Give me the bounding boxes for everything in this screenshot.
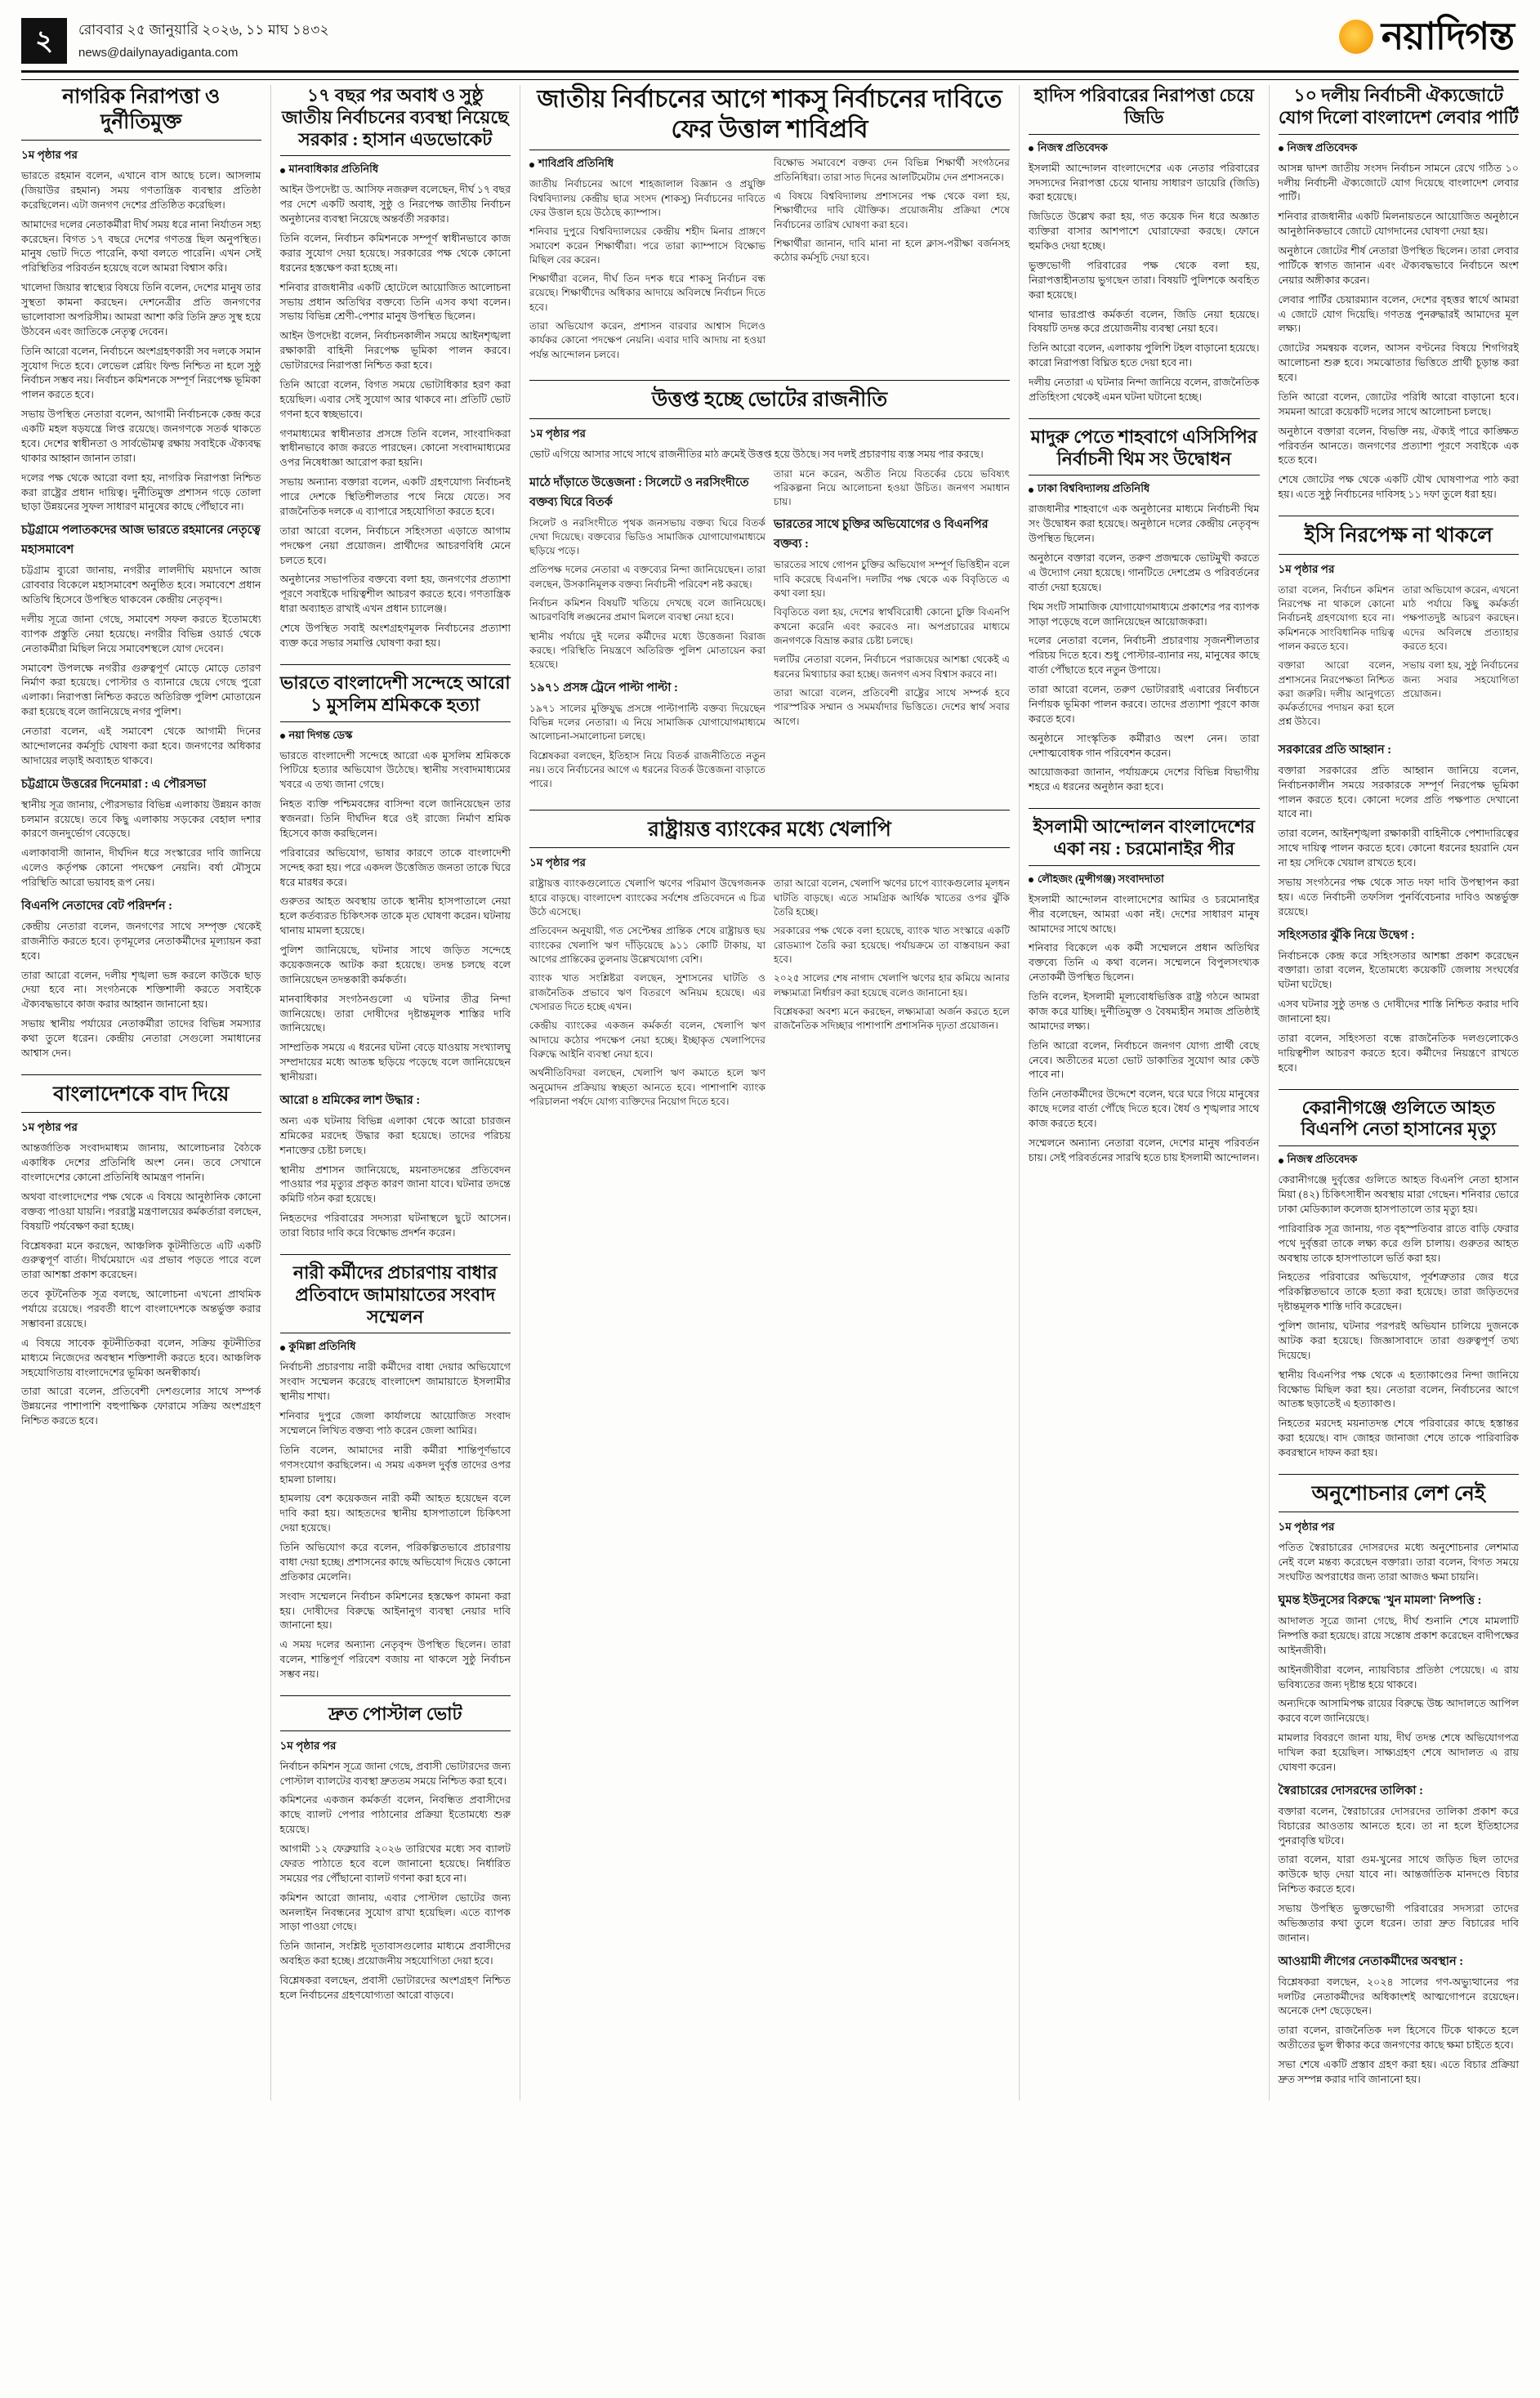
bullet-icon	[1029, 877, 1033, 882]
byline	[1029, 872, 1260, 889]
paragraph: সভায় উপস্থিত নেতারা বলেন, আগামী নির্বাচনকে কেন্দ্র করে একটি মহল ষড়যন্ত্রে লিপ্ত রয়েছে। জনগণকে সতর্ক থাকতে হবে। দেশের স্বাধীনতা ও সার্বভৌমত্ব রক্ষায় সবাইকে ঐক্যবদ্ধ থাকার আহ্বান জানান তারা।	[21, 409, 261, 464]
bullet-icon	[1029, 488, 1033, 493]
paragraph: তারা অভিযোগ করেন, প্রশাসন বারবার আশ্বাস দিলেও কার্যকর কোনো পদক্ষেপ নেয়নি। এবার দাবি আদায় না হওয়া পর্যন্ত আন্দোলন চলবে।	[529, 320, 766, 360]
paragraph: তারা বলেন, নির্বাচন কমিশন নিরপেক্ষ না থাকলে কোনো নির্বাচনই গ্রহণযোগ্য হবে না। কমিশনকে সাংবিধানিক দায়িত্ব পালন করতে হবে।	[1278, 583, 1395, 652]
byline	[1029, 481, 1260, 498]
paragraph: নির্বাচন কমিশন সূত্রে জানা গেছে, প্রবাসী ভোটারদের জন্য পোস্টাল ব্যালটের ব্যবস্থা দ্রুততম সময়ে নিশ্চিত করা হবে।	[279, 1760, 511, 1787]
sun-icon	[1337, 18, 1375, 56]
paragraph: তিনি বলেন, আমাদের নারী কর্মীরা শান্তিপূর্ণভাবে গণসংযোগ করছিলেন। এ সময় একদল দুর্বৃত্ত তাদের ওপর হামলা চালায়।	[279, 1444, 511, 1485]
paragraph: কমিশনের একজন কর্মকর্তা বলেন, নিবন্ধিত প্রবাসীদের কাছে ব্যালট পেপার পাঠানোর প্রক্রিয়া ইতোমধ্যে শুরু হয়েছে।	[279, 1794, 511, 1836]
paragraph: শিক্ষার্থীরা বলেন, দীর্ঘ তিন দশক ধরে শাকসু নির্বাচন বন্ধ রয়েছে। শিক্ষার্থীদের অধিকার আদায়ে অবিলম্বে নির্বাচন দিতে হবে।	[529, 273, 766, 313]
paragraph: হামলায় বেশ কয়েকজন নারী কর্মী আহত হয়েছেন বলে দাবি করা হয়। আহতদের স্থানীয় হাসপাতালে চিকিৎসা দেয়া হয়েছে।	[279, 1493, 511, 1534]
divider	[1279, 1089, 1520, 1090]
brand-logo	[1337, 18, 1519, 56]
article-shaksu-nirbachon	[529, 85, 1010, 367]
divider	[1279, 1474, 1520, 1475]
jump-line: ১ম পৃষ্ঠার পর	[1278, 1521, 1335, 1534]
headline: ভারতে বাংলাদেশী সন্দেহে আরো ১ মুসলিম শ্রমিককে হত্যা	[280, 672, 511, 722]
paragraph: গুরুতর আহত অবস্থায় তাকে স্থানীয় হাসপাতালে নেয়া হলে কর্তব্যরত চিকিৎসক তাকে মৃত ঘোষণা করেন। ঘটনায় থানায় মামলা হয়েছে।	[279, 895, 511, 937]
paragraph: নিহতের পরিবারের অভিযোগ, পূর্বশত্রুতার জের ধরে পরিকল্পিতভাবে তাকে হত্যা করা হয়েছে। তারা জড়িতদের দৃষ্টান্তমূলক শাস্তি দাবি করেছেন।	[1278, 1271, 1519, 1313]
paragraph: বক্তারা আরো বলেন, প্রশাসনের নিরপেক্ষতা নিশ্চিত করা জরুরি। দলীয় আনুগত্যে কর্মকর্তাদের পদায়ন করা হলে প্রশ্ন উঠবে।	[1278, 659, 1395, 728]
paragraph: তিনি আরো বলেন, এলাকায় পুলিশি টহল বাড়ানো হয়েছে। কারো নিরাপত্তা বিঘ্নিত হতে দেয়া হবে না।	[1029, 342, 1260, 369]
paragraph: তিনি অভিযোগ করে বলেন, পরিকল্পিতভাবে প্রচারণায় বাধা দেয়া হচ্ছে। প্রশাসনের কাছে অভিযোগ দিয়েও কোনো প্রতিকার মেলেনি।	[279, 1542, 511, 1583]
subcolumn-right	[774, 467, 1010, 797]
paragraph: কেন্দ্রীয় নেতারা বলেন, জনগণের সাথে সম্পৃক্ত থেকেই রাজনীতি করতে হবে। তৃণমূলের নেতাকর্মীদের মূল্যায়ন করা হবে।	[21, 920, 261, 962]
paragraph: শেষে উপস্থিত সবাই অংশগ্রহণমূলক নির্বাচনের প্রত্যাশা ব্যক্ত করে সভার সমাপ্তি ঘোষণা করা হয়।	[279, 623, 511, 649]
byline-text: নয়া দিগন্ত ডেস্ক	[288, 728, 353, 741]
paragraph: তারা বলেন, সহিংসতা বন্ধে রাজনৈতিক দলগুলোকেও দায়িত্বশীল আচরণ করতে হবে। কর্মীদের নিয়ন্ত্রণে রাখতে হবে।	[1278, 1032, 1519, 1074]
paragraph: তিনি বলেন, ইসলামী মূল্যবোধভিত্তিক রাষ্ট্র গঠনে আমরা কাজ করে যাচ্ছি। দুর্নীতিমুক্ত ও বৈষম্যহীন সমাজ প্রতিষ্ঠাই আমাদের লক্ষ্য।	[1029, 991, 1260, 1032]
paragraph: শিক্ষার্থীরা জানান, দাবি মানা না হলে ক্লাস-পরীক্ষা বর্জনসহ কঠোর কর্মসূচি দেয়া হবে।	[774, 237, 1010, 264]
paragraph: তবে কূটনৈতিক সূত্র বলছে, আলোচনা এখনো প্রাথমিক পর্যায়ে রয়েছে। পরবর্তী ধাপে বাংলাদেশকে অন্তর্ভুক্ত করার সম্ভাবনা রয়েছে।	[21, 1288, 261, 1329]
subhead: ১৯৭১ প্রসঙ্গ ট্রেনে পাল্টা পাল্টা :	[529, 681, 678, 694]
byline	[280, 162, 511, 179]
paragraph: বিশ্লেষকরা বলছেন, ইতিহাস নিয়ে বিতর্ক রাজনীতিতে নতুন নয়। তবে নির্বাচনের আগে এ ধরনের বিতর্ক উত্তেজনা বাড়াতে পারে।	[529, 749, 766, 790]
paragraph: আইন উপদেষ্টা বলেন, নির্বাচনকালীন সময়ে আইনশৃঙ্খলা রক্ষাকারী বাহিনী নিরপেক্ষ ভূমিকা পালন করবে। ভোটারদের নিরাপত্তা নিশ্চিত করা হবে।	[279, 330, 511, 372]
paragraph: কেন্দ্রীয় ব্যাংকের একজন কর্মকর্তা বলেন, খেলাপি ঋণ আদায়ে কঠোর পদক্ষেপ নেয়া হচ্ছে। ইচ্ছাকৃত খেলাপিদের বিরুদ্ধে আইনি ব্যবস্থা নেয়া হবে।	[529, 1020, 766, 1060]
divider	[280, 664, 511, 665]
publication-date: রোববার ২৫ জানুয়ারি ২০২৬, ১১ মাঘ ১৪৩২	[78, 22, 329, 38]
subhead: বিএনপি নেতাদের বেট পরিদর্শন :	[21, 899, 172, 913]
columns-grid	[21, 79, 1519, 2101]
paragraph: তারা আরো বলেন, খেলাপি ঋণের চাপে ব্যাংকগুলোর মূলধন ঘাটতি বাড়ছে। এতে সামগ্রিক আর্থিক খাতের ওপর ঝুঁকি তৈরি হচ্ছে।	[774, 877, 1010, 918]
paragraph: দলটির নেতারা বলেন, নির্বাচনে পরাজয়ের আশঙ্কা থেকেই এ ধরনের মিথ্যাচার করা হচ্ছে। জনগণ এসব বিশ্বাস করবে না।	[774, 654, 1010, 680]
paragraph: তিনি বলেন, নির্বাচন কমিশনকে সম্পূর্ণ স্বাধীনভাবে কাজ করার সুযোগ দেয়া হয়েছে। সরকারের পক্ষ থেকে কোনো ধরনের হস্তক্ষেপ করা হচ্ছে না।	[279, 233, 511, 274]
subhead: ভারতের সাথে চুক্তির অভিযোগের ও বিএনপির বক্তব্য :	[774, 518, 989, 551]
paragraph: অথবা বাংলাদেশের পক্ষ থেকে এ বিষয়ে আনুষ্ঠানিক কোনো বক্তব্য পাওয়া যায়নি। পররাষ্ট্র মন্ত্রণালয়ের কর্মকর্তারা বলছেন, বিষয়টি পর্যবেক্ষণ করা হচ্ছে।	[21, 1190, 261, 1232]
article-nari-kormi-procharona	[280, 1262, 511, 1682]
paragraph: বক্তারা সরকারের প্রতি আহ্বান জানিয়ে বলেন, নির্বাচনকালীন সময়ে সরকারকে সম্পূর্ণ নিরপেক্ষ ভূমিকা পালন করতে হবে। কোনো দলের প্রতি পক্ষপাত দেখানো যাবে না।	[1278, 764, 1519, 820]
bullet-icon	[280, 734, 285, 739]
page-number: ২	[21, 18, 67, 64]
subcolumn-left	[529, 467, 766, 797]
headline: নারী কর্মীদের প্রচারণায় বাধার প্রতিবাদে জামায়াতের সংবাদ সম্মেলন	[280, 1262, 511, 1333]
paragraph: তারা মনে করেন, অতীত নিয়ে বিতর্কের চেয়ে ভবিষ্যৎ পরিকল্পনা নিয়ে আলোচনা হওয়া উচিত। জনগণ সমাধান চায়।	[774, 467, 1010, 508]
paragraph: রাজধানীর শাহবাগে এক অনুষ্ঠানের মাধ্যমে নির্বাচনী থিম সং উদ্বোধন করা হয়েছে। অনুষ্ঠানে দলের কেন্দ্রীয় নেতৃবৃন্দ উপস্থিত ছিলেন।	[1029, 503, 1260, 545]
paragraph: তারা আরো বলেন, প্রতিবেশী দেশগুলোর সাথে সম্পর্ক উন্নয়নের পাশাপাশি বহুপাক্ষিক ফোরামে সক্রিয় অংশগ্রহণ নিশ্চিত করতে হবে।	[21, 1386, 261, 1427]
byline-text: নিজস্ব প্রতিবেদক	[1287, 1153, 1358, 1166]
divider	[529, 380, 1010, 381]
headline: জাতীয় নির্বাচনের আগে শাকসু নির্বাচনের দাবিতে ফের উত্তাল শাবিপ্রবি	[529, 85, 1010, 150]
paragraph: তিনি জানান, সংশ্লিষ্ট দূতাবাসগুলোর মাধ্যমে প্রবাসীদের অবহিত করা হচ্ছে। প্রয়োজনীয় সহযোগিতা দেয়া হবে।	[279, 1940, 511, 1967]
paragraph: এলাকাবাসী জানান, দীর্ঘদিন ধরে সংস্কারের দাবি জানিয়ে এলেও কর্তৃপক্ষ কোনো পদক্ষেপ নেয়নি। বর্ষা মৌসুমে পরিস্থিতি আরো ভয়াবহ রূপ নেয়।	[21, 847, 261, 888]
masthead-info	[78, 18, 1337, 60]
paragraph: চট্টগ্রাম ব্যুরো জানায়, নগরীর লালদীঘি ময়দানে আজ রোববার বিকেলে মহাসমাবেশ অনুষ্ঠিত হবে। সমাবেশে প্রধান অতিথি হিসেবে উপস্থিত থাকবেন কেন্দ্রীয় নেতৃবৃন্দ।	[21, 565, 261, 605]
byline-text: নিজস্ব প্রতিবেদক	[1038, 141, 1108, 154]
paragraph: তিনি নেতাকর্মীদের উদ্দেশে বলেন, ঘরে ঘরে গিয়ে মানুষের কাছে দলের বার্তা পৌঁছে দিতে হবে। ধৈর্য ও শৃঙ্খলার সাথে কাজ করতে হবে।	[1029, 1088, 1260, 1130]
paragraph: সিলেট ও নরসিংদীতে পৃথক জনসভায় বক্তব্য ঘিরে বিতর্ক দেখা দিয়েছে। বক্তব্যের ভিডিও সামাজিক যোগাযোগমাধ্যমে ছড়িয়ে পড়ে।	[529, 516, 766, 557]
byline-text: কুমিল্লা প্রতিনিধি	[288, 1340, 356, 1353]
bullet-icon	[1279, 1159, 1283, 1163]
paragraph: সভায় উপস্থিত ভুক্তভোগী পরিবারের সদস্যরা তাদের অভিজ্ঞতার কথা তুলে ধরেন। তারা দ্রুত বিচারের দাবি জানান।	[1278, 1903, 1519, 1944]
paragraph: এ বিষয়ে বিশ্ববিদ্যালয় প্রশাসনের পক্ষ থেকে বলা হয়, শিক্ষার্থীদের দাবি যৌক্তিক। প্রয়োজনীয় প্রক্রিয়া শেষে নির্বাচনের তারিখ ঘোষণা করা হবে।	[774, 190, 1010, 230]
paragraph: বিশ্লেষকরা বলছেন, ২০২৪ সালের গণ-অভ্যুত্থানের পর দলটির নেতাকর্মীদের অধিকাংশই আত্মগোপনে রয়েছেন। অনেকে দেশ ছেড়েছেন।	[1278, 1976, 1519, 2017]
paragraph: এ বিষয়ে সাবেক কূটনীতিকরা বলেন, সক্রিয় কূটনীতির মাধ্যমে নিজেদের অবস্থান শক্তিশালী করতে হবে। আঞ্চলিক সহযোগিতায় বাংলাদেশের ভূমিকা অনস্বীকার্য।	[21, 1337, 261, 1378]
paragraph: বিশ্লেষকরা বলছেন, প্রবাসী ভোটারদের অংশগ্রহণ নিশ্চিত হলে নির্বাচনের গ্রহণযোগ্যতা আরো বাড়বে।	[279, 1975, 511, 2001]
paragraph: গণমাধ্যমের স্বাধীনতার প্রসঙ্গে তিনি বলেন, সাংবাদিকরা স্বাধীনভাবে কাজ করতে পারছেন। কোনো সংবাদমাধ্যমের ওপর নিষেধাজ্ঞা আরোপ করা হয়নি।	[279, 427, 511, 469]
article-uttopto-hocche-voter-rajniti	[529, 388, 1010, 797]
byline	[1279, 141, 1520, 158]
jump-line: ১ম পৃষ্ঠার পর	[21, 149, 78, 161]
paragraph: প্রতিবেদন অনুযায়ী, গত সেপ্টেম্বর প্রান্তিক শেষে রাষ্ট্রায়ত্ত ছয় ব্যাংকের খেলাপি ঋণ দাঁড়িয়েছে ৯১১ কোটি টাকায়, যা আগের প্রান্তিকের তুলনায় উল্লেখযোগ্য বেশি।	[529, 925, 766, 965]
paragraph: থানার ভারপ্রাপ্ত কর্মকর্তা বলেন, জিডি নেয়া হয়েছে। বিষয়টি তদন্ত করে প্রয়োজনীয় ব্যবস্থা নেয়া হবে।	[1029, 308, 1260, 335]
paragraph: সভায় সংগঠনের পক্ষ থেকে সাত দফা দাবি উপস্থাপন করা হয়। এতে নির্বাচনী তফসিল পুনর্বিবেচনার দাবিও অন্তর্ভুক্ত রয়েছে।	[1278, 876, 1519, 918]
paragraph: ১৯৭১ সালের মুক্তিযুদ্ধ প্রসঙ্গে পাল্টাপাল্টি বক্তব্য দিয়েছেন বিভিন্ন দলের নেতারা। এ নিয়ে সামাজিক যোগাযোগমাধ্যমে আলোচনা-সমালোচনা চলছে।	[529, 702, 766, 743]
jump-line: ১ম পৃষ্ঠার পর	[529, 856, 586, 869]
paragraph: স্থানীয় বিএনপির পক্ষ থেকে এ হত্যাকাণ্ডের নিন্দা জানিয়ে বিক্ষোভ মিছিল করা হয়। নেতারা বলেন, নির্বাচনের আগে আতঙ্ক ছড়াতেই এ হত্যাকাণ্ড।	[1278, 1369, 1519, 1410]
subcolumn-left	[529, 156, 766, 367]
article-17-bochor-por	[280, 85, 511, 651]
paragraph: ভারতে রহমান বলেন, এখানে বাস আছে চলে। আসলাম (জিয়াউর রহমান) সময় গণতান্ত্রিক ব্যবস্থার প্রতিষ্ঠা করেছিলেন। এটা জনগণ দেশের প্রতিষ্ঠিত করেছিল।	[21, 170, 261, 211]
paragraph: ব্যাংক খাত সংশ্লিষ্টরা বলছেন, সুশাসনের ঘাটতি ও রাজনৈতিক প্রভাবে ঋণ বিতরণে অনিয়ম হয়েছে। এর খেসারত দিতে হচ্ছে এখন।	[529, 972, 766, 1012]
subcolumn-right	[774, 156, 1010, 367]
paragraph: পারিবারিক সূত্র জানায়, গত বৃহস্পতিবার রাতে বাড়ি ফেরার পথে দুর্বৃত্তরা তাকে লক্ষ্য করে গুলি চালায়। গুরুতর আহত অবস্থায় তাকে হাসপাতালে ভর্তি করা হয়।	[1278, 1222, 1519, 1264]
two-subcolumns	[529, 467, 1010, 797]
paragraph: এসব ঘটনার সুষ্ঠু তদন্ত ও দোষীদের শাস্তি নিশ্চিত করার দাবি জানানো হয়।	[1278, 998, 1519, 1025]
paragraph: ইসলামী আন্দোলন বাংলাদেশের এক নেতার পরিবারের সদস্যদের নিরাপত্তা চেয়ে থানায় সাধারণ ডায়েরি (জিডি) করা হয়েছে।	[1029, 162, 1260, 203]
paragraph: শনিবার রাজধানীর একটি হোটেলে আয়োজিত আলোচনা সভায় প্রধান অতিথির বক্তব্যে তিনি এসব কথা বলেন। সভায় বিভিন্ন শ্রেণী-পেশার মানুষ উপস্থিত ছিলেন।	[279, 281, 511, 323]
article-keraniganj-bnp-neta	[1279, 1097, 1520, 1461]
paragraph: পুলিশ জানায়, ঘটনার পরপরই অভিযান চালিয়ে দুজনকে আটক করা হয়েছে। জিজ্ঞাসাবাদে তারা গুরুত্বপূর্ণ তথ্য দিয়েছে।	[1278, 1320, 1519, 1361]
paragraph: নেতারা বলেন, এই সমাবেশ থেকে আগামী দিনের আন্দোলনের কর্মসূচি ঘোষণা করা হবে। জনগণের অধিকার আদায়ের লড়াই অব্যাহত থাকবে।	[21, 726, 261, 766]
paragraph: বিশ্লেষকরা মনে করছেন, আঞ্চলিক কূটনীতিতে এটি একটি গুরুত্বপূর্ণ বার্তা। দীর্ঘমেয়াদে এর প্রভাব পড়তে পারে বলে তারা আশঙ্কা প্রকাশ করেছেন।	[21, 1239, 261, 1281]
headline: ইসলামী আন্দোলন বাংলাদেশের একা নয় : চরমোনাইর পীর	[1029, 816, 1260, 866]
subhead: স্বৈরাচারের দোসরদের তালিকা :	[1278, 1784, 1423, 1797]
paragraph: নির্বাচনী প্রচারণায় নারী কর্মীদের বাধা দেয়ার অভিযোগে সংবাদ সম্মেলন করেছে বাংলাদেশ জামায়াতে ইসলামীর স্থানীয় শাখা।	[279, 1361, 511, 1403]
subhead: চট্টগ্রামে পলাতকদের আজ ভারতে রহমানের নেতৃত্বে মহাসমাবেশ	[21, 524, 261, 557]
divider	[280, 1695, 511, 1696]
byline	[1029, 141, 1260, 158]
paragraph: জিডিতে উল্লেখ করা হয়, গত কয়েক দিন ধরে অজ্ঞাত ব্যক্তিরা বাসার আশপাশে ঘোরাফেরা করছে। ফোনে হুমকিও দেয়া হচ্ছে।	[1029, 211, 1260, 252]
subhead: সরকারের প্রতি আহ্বান :	[1278, 743, 1392, 757]
headline: উত্তপ্ত হচ্ছে ভোটের রাজনীতি	[529, 388, 1010, 419]
paragraph: কমিশন আরো জানায়, এবার পোস্টাল ভোটের জন্য অনলাইন নিবন্ধনের সুযোগ রাখা হয়েছিল। এতে ব্যাপক সাড়া পাওয়া গেছে।	[279, 1891, 511, 1933]
article-islami-andolon-eka-noy	[1029, 816, 1260, 1166]
brand-name: নয়াদিগন্ত	[1381, 16, 1514, 57]
subhead: আওয়ামী লীগের নেতাকর্মীদের অবস্থান :	[1278, 1954, 1464, 1968]
paragraph: তারা আরো বলেন, প্রতিবেশী রাষ্ট্রের সাথে সম্পর্ক হবে পারস্পরিক সম্মান ও সমমর্যাদার ভিত্তিতে। দেশের স্বার্থ সবার আগে।	[774, 687, 1010, 727]
paragraph: সরকারের পক্ষ থেকে বলা হয়েছে, ব্যাংক খাত সংস্কারে একটি রোডম্যাপ তৈরি করা হয়েছে। পর্যায়ক্রমে তা বাস্তবায়ন করা হবে।	[774, 925, 1010, 965]
paragraph: প্রতিপক্ষ দলের নেতারা এ বক্তব্যের নিন্দা জানিয়েছেন। তারা বলছেন, উসকানিমূলক বক্তব্য নির্বাচনী পরিবেশ নষ্ট করছে।	[529, 564, 766, 590]
paragraph: সম্মেলনে অন্যান্য নেতারা বলেন, দেশের মানুষ পরিবর্তন চায়। সেই পরিবর্তনের সারথি হতে চায় ইসলামী আন্দোলন।	[1029, 1136, 1260, 1163]
paragraph: সমাবেশ উপলক্ষে নগরীর গুরুত্বপূর্ণ মোড়ে মোড়ে তোরণ নির্মাণ করা হয়েছে। পোস্টার ও ব্যানারে ছেয়ে গেছে পুরো এলাকা। নিরাপত্তা নিশ্চিত করতে অতিরিক্ত পুলিশ মোতায়েন করা হয়েছে বলে জানিয়েছে নগর পুলিশ।	[21, 662, 261, 718]
paragraph: সাম্প্রতিক সময়ে এ ধরনের ঘটনা বেড়ে যাওয়ায় সংখ্যালঘু সম্প্রদায়ের মধ্যে আতঙ্ক ছড়িয়ে পড়েছে বলে জানিয়েছেন স্থানীয়রা।	[279, 1042, 511, 1083]
paragraph: মানবাধিকার সংগঠনগুলো এ ঘটনার তীব্র নিন্দা জানিয়েছে। তারা দোষীদের দৃষ্টান্তমূলক শাস্তির দাবি জানিয়েছে।	[279, 993, 511, 1034]
paragraph: দলীয় নেতারা এ ঘটনার নিন্দা জানিয়ে বলেন, রাজনৈতিক প্রতিহিংসা থেকেই এমন ঘটনা ঘটানো হচ্ছে।	[1029, 377, 1260, 403]
paragraph: তারা বলেন, রাজনৈতিক দল হিসেবে টিকে থাকতে হলে অতীতের ভুল স্বীকার করে জনগণের কাছে ক্ষমা চাইতে হবে।	[1278, 2025, 1519, 2052]
article-ec-niropekkho	[1279, 524, 1520, 1076]
byline	[529, 156, 766, 173]
byline	[1279, 1152, 1520, 1169]
paragraph: ভুক্তভোগী পরিবারের পক্ষ থেকে বলা হয়, নিরাপত্তাহীনতায় ভুগছেন তারা। বিষয়টি পুলিশকে অবহিত করা হয়েছে।	[1029, 259, 1260, 301]
column-3-4	[520, 85, 1020, 2101]
paragraph: দলীয় সূত্রে জানা গেছে, সমাবেশ সফল করতে ইতোমধ্যে ব্যাপক প্রস্তুতি নেয়া হয়েছে। নগরীর বিভিন্ন ওয়ার্ড থেকে নেতাকর্মীরা মিছিল নিয়ে সমাবেশস্থলে যোগ দেবেন।	[21, 613, 261, 654]
paragraph: দলের নেতারা বলেন, নির্বাচনী প্রচারণায় সৃজনশীলতার পরিচয় দিতে হবে। শুধু পোস্টার-ব্যানার নয়, মানুষের কাছে বার্তা পৌঁছাতে হবে নতুন উপায়ে।	[1029, 635, 1260, 677]
subhead: ঘুমন্ত ইউনুসের বিরুদ্ধে 'খুন মামলা' নিষ্পত্তি :	[1278, 1594, 1482, 1608]
subhead: মাঠে দাঁড়াতে উত্তেজনা : সিলেটে ও নরসিংদীতে বক্তব্য ঘিরে বিতর্ক	[529, 476, 749, 509]
paragraph: আদালত সূত্রে জানা গেছে, দীর্ঘ শুনানি শেষে মামলাটি নিষ্পত্তি করা হয়েছে। রায়ে সন্তোষ প্রকাশ করেছেন বাদীপক্ষের আইনজীবী।	[1278, 1615, 1519, 1656]
subcolumn-left	[1279, 583, 1395, 735]
article-onushochonar-lesh-nei	[1279, 1482, 1520, 2088]
paragraph: অনুষ্ঠানের সভাপতির বক্তব্যে বলা হয়, জনগণের প্রত্যাশা পূরণে সবাইকে দায়িত্বশীল আচরণ করতে হবে। গণতান্ত্রিক ধারা অব্যাহত রাখাই এখন প্রধান চ্যালেঞ্জ।	[279, 574, 511, 615]
paragraph: জোটের সমন্বয়ক বলেন, আসন বণ্টনের বিষয়ে শিগগিরই আলোচনা শুরু হবে। সমঝোতার ভিত্তিতে প্রার্থী চূড়ান্ত করা হবে।	[1278, 342, 1519, 384]
paragraph: তিনি আরো বলেন, নির্বাচনে অংশগ্রহণকারী সব দলকে সমান সুযোগ দিতে হবে। লেভেল প্লেয়িং ফিল্ড নিশ্চিত না হলে সুষ্ঠু নির্বাচন সম্ভব নয়। নির্বাচন কমিশনকে সম্পূর্ণ নিরপেক্ষ ভূমিকা পালন করতে হবে।	[21, 345, 261, 401]
paragraph: আন্তর্জাতিক সংবাদমাধ্যম জানায়, আলোচনার বৈঠকে একাধিক দেশের প্রতিনিধি অংশ নেন। তবে সেখানে বাংলাদেশের কোনো প্রতিনিধি আমন্ত্রণ পাননি।	[21, 1142, 261, 1183]
paragraph: ২০২৫ সালের শেষ নাগাদ খেলাপি ঋণের হার কমিয়ে আনার লক্ষ্যমাত্রা নির্ধারণ করা হয়েছে বলেও জানানো হয়।	[774, 972, 1010, 998]
byline-text: মানবাধিকার প্রতিনিধি	[288, 163, 379, 176]
byline	[280, 1339, 511, 1356]
bullet-icon	[1279, 146, 1283, 151]
jump-line: ১ম পৃষ্ঠার পর	[21, 1121, 78, 1134]
paragraph: আয়োজকরা জানান, পর্যায়ক্রমে দেশের বিভিন্ন বিভাগীয় শহরে এ ধরনের অনুষ্ঠান করা হবে।	[1029, 766, 1260, 793]
subcolumn-right	[774, 877, 1010, 1114]
paragraph: তারা অভিযোগ করেন, এখনো মাঠ পর্যায়ে কিছু কর্মকর্তা পক্ষপাতদুষ্ট আচরণ করছেন। এদের অবিলম্বে প্রত্যাহার করতে হবে।	[1402, 583, 1519, 652]
bullet-icon	[280, 1346, 285, 1351]
subhead: আরো ৪ শ্রমিকের লাশ উদ্ধার :	[279, 1093, 421, 1107]
paragraph: কেরানীগঞ্জে দুর্বৃত্তের গুলিতে আহত বিএনপি নেতা হাসান মিয়া (৪২) চিকিৎসাধীন অবস্থায় মারা গেছেন। শনিবার ভোরে ঢাকা মেডিক্যাল কলেজ হাসপাতালে তার মৃত্যু হয়।	[1278, 1174, 1519, 1215]
paragraph: তিনি আরো বলেন, নির্বাচনে জনগণ যোগ্য প্রার্থী বেছে নেবে। অতীতের মতো ভোট ডাকাতির সুযোগ আর কেউ পাবে না।	[1029, 1039, 1260, 1081]
article-labour-party-joining	[1279, 85, 1520, 502]
paragraph: শনিবার দুপুরে জেলা কার্যালয়ে আয়োজিত সংবাদ সম্মেলনে লিখিত বক্তব্য পাঠ করেন জেলা আমির।	[279, 1410, 511, 1436]
jump-line: ১ম পৃষ্ঠার পর	[279, 1739, 337, 1752]
paragraph: স্থানীয় সূত্র জানায়, পৌরসভার বিভিন্ন এলাকায় উন্নয়ন কাজ চলমান রয়েছে। তবে কিছু এলাকায় সড়কের বেহাল দশার কারণে জনদুর্ভোগ বেড়েছে।	[21, 798, 261, 840]
paragraph: আগামী ১২ ফেব্রুয়ারি ২০২৬ তারিখের মধ্যে সব ব্যালট ফেরত পাঠাতে হবে বলে জানানো হয়েছে। নির্ধারিত সময়ের পর পৌঁছানো ব্যালট গণনা করা হবে না।	[279, 1843, 511, 1884]
headline: দ্রুত পোস্টাল ভোট	[280, 1704, 511, 1731]
subhead: সহিংসতার ঝুঁকি নিয়ে উদ্বেগ :	[1278, 928, 1415, 942]
paragraph: অন্যদিকে আসামিপক্ষ রায়ের বিরুদ্ধে উচ্চ আদালতে আপিল করবে বলে জানিয়েছে।	[1278, 1698, 1519, 1725]
paragraph: লেবার পার্টির চেয়ারম্যান বলেন, দেশের বৃহত্তর স্বার্থে আমরা এ জোটে যোগ দিয়েছি। গণতন্ত্র পুনরুদ্ধারই আমাদের মূল লক্ষ্য।	[1278, 293, 1519, 335]
subhead: চট্টগ্রামে উত্তরের দিনেমারা : এ পৌরসভা	[21, 777, 207, 791]
headline: রাষ্ট্রায়ত্ত ব্যাংকের মধ্যে খেলাপি	[529, 818, 1010, 849]
paragraph: থিম সংটি সামাজিক যোগাযোগমাধ্যমে প্রকাশের পর ব্যাপক সাড়া পড়েছে বলে জানিয়েছেন আয়োজকরা।	[1029, 601, 1260, 627]
paragraph: মামলার বিবরণে জানা যায়, দীর্ঘ তদন্ত শেষে অভিযোগপত্র দাখিল করা হয়েছিল। সাক্ষ্যগ্রহণ শেষে আদালত এ রায় ঘোষণা করেন।	[1278, 1732, 1519, 1773]
paragraph: অনুষ্ঠানে বক্তারা বলেন, বিভক্তি নয়, ঐক্যই পারে কাঙ্ক্ষিত পরিবর্তন আনতে। জনগণের প্রত্যাশা পূরণে সবাইকে এক হতে হবে।	[1278, 425, 1519, 467]
byline	[280, 728, 511, 745]
paragraph: অনুষ্ঠানে সাংস্কৃতিক কর্মীরাও অংশ নেন। তারা দেশাত্মবোধক গান পরিবেশন করেন।	[1029, 732, 1260, 759]
divider	[1029, 808, 1260, 809]
paragraph: আইনজীবীরা বলেন, ন্যায়বিচার প্রতিষ্ঠা পেয়েছে। এ রায় ভবিষ্যতের জন্য দৃষ্টান্ত হয়ে থাকবে।	[1278, 1663, 1519, 1690]
paragraph: আমাদের দলের নেতাকর্মীরা দীর্ঘ সময় ধরে নানা নির্যাতন সহ্য করেছেন। বিগত ১৭ বছরে দেশের গণতন্ত্র ছিল অনুপস্থিত। মানুষ ভোট দিতে পারেনি, কথা বলতে পারেনি। এখন সেই পরিস্থিতির পরিবর্তন হয়েছে বলে আমরা বিশ্বাস করি।	[21, 218, 261, 275]
jump-line: ১ম পৃষ্ঠার পর	[529, 426, 586, 440]
paragraph: বিশ্লেষকরা অবশ্য মনে করছেন, লক্ষ্যমাত্রা অর্জন করতে হলে রাজনৈতিক সদিচ্ছার পাশাপাশি প্রশাসনিক দৃঢ়তা প্রয়োজন।	[774, 1005, 1010, 1032]
paragraph: স্থানীয় পর্যায়ে দুই দলের কর্মীদের মধ্যে উত্তেজনা বিরাজ করছে। পরিস্থিতি নিয়ন্ত্রণে অতিরিক্ত পুলিশ মোতায়েন করা হয়েছে।	[529, 630, 766, 671]
column-6	[1270, 85, 1520, 2101]
article-druto-postal-vote	[280, 1704, 511, 2003]
article-hadis-poribar-gd	[1029, 85, 1260, 405]
headline: নাগরিক নিরাপত্তা ও দুর্নীতিমুক্ত	[21, 85, 261, 141]
paragraph: সভা শেষে একটি প্রস্তাব গ্রহণ করা হয়। এতে বিচার প্রক্রিয়া দ্রুত সম্পন্ন করার দাবি জানানো হয়।	[1278, 2059, 1519, 2085]
paragraph: ভারতের সাথে গোপন চুক্তির অভিযোগ সম্পূর্ণ ভিত্তিহীন বলে দাবি করেছে বিএনপি। দলটির পক্ষ থেকে এক বিবৃতিতে এ কথা বলা হয়।	[774, 559, 1010, 600]
paragraph: সভায় বলা হয়, সুষ্ঠু নির্বাচনের জন্য সবার সহযোগিতা প্রয়োজন।	[1402, 659, 1519, 699]
headline: ১০ দলীয় নির্বাচনী ঐক্যজোটে যোগ দিলো বাংলাদেশ লেবার পার্টি	[1279, 85, 1520, 135]
paragraph: দলের পক্ষ থেকে আরো বলা হয়, নাগরিক নিরাপত্তা নিশ্চিত করা রাষ্ট্রের প্রধান দায়িত্ব। দুর্নীতিমুক্ত প্রশাসন গড়ে তোলা ছাড়া উন্নয়নের সুফল সাধারণ মানুষের কাছে পৌঁছাবে না।	[21, 471, 261, 513]
paragraph: খালেদা জিয়ার স্বাস্থ্যের বিষয়ে তিনি বলেন, দেশের মানুষ তার সুস্থতা কামনা করছেন। দেশনেত্রীর প্রতি জনগণের ভালোবাসা অপরিসীম। আমরা আশা করি তিনি দ্রুত সুস্থ হয়ে উঠবেন এবং জাতিকে নেতৃত্ব দেবেন।	[21, 282, 261, 337]
article-rashtrayatta-bank-khelapi	[529, 818, 1010, 1114]
paragraph: অর্থনীতিবিদরা বলছেন, খেলাপি ঋণ কমাতে হলে ঋণ অনুমোদন প্রক্রিয়ায় স্বচ্ছতা আনতে হবে। পাশাপাশি ব্যাংক পরিচালনা পর্ষদে যোগ্য ব্যক্তিদের নিয়োগ দিতে হবে।	[529, 1067, 766, 1107]
headline: মাদুরু পেতে শাহবাগে এসিসিপির নির্বাচনী থিম সং উদ্বোধন	[1029, 426, 1260, 476]
paragraph: তারা বলেন, আইনশৃঙ্খলা রক্ষাকারী বাহিনীকে পেশাদারিত্বের সাথে দায়িত্ব পালন করতে হবে। কোনো ধরনের হয়রানি যেন না হয় সেদিকে খেয়াল রাখতে হবে।	[1278, 828, 1519, 869]
paragraph: সভায় অন্যান্য বক্তারা বলেন, একটি গ্রহণযোগ্য নির্বাচনই পারে দেশকে স্থিতিশীলতার পথে নিয়ে যেতে। সব রাজনৈতিক দলকে এ ব্যাপারে সহযোগিতা করতে হবে।	[279, 476, 511, 517]
column-5	[1020, 85, 1270, 2101]
column-1	[21, 85, 271, 2101]
paragraph: ভোট এগিয়ে আসার সাথে সাথে রাজনীতির মাঠ ক্রমেই উত্তপ্ত হয়ে উঠছে। সব দলই প্রচারণায় ব্যস্ত সময় পার করছে।	[529, 448, 984, 460]
paragraph: নিহতদের পরিবারের সদস্যরা ঘটনাস্থলে ছুটে আসেন। তারা বিচার দাবি করে বিক্ষোভ প্রদর্শন করেন।	[279, 1212, 511, 1239]
paragraph: সভায় স্থানীয় পর্যায়ের নেতাকর্মীরা তাদের বিভিন্ন সমস্যার কথা তুলে ধরেন। কেন্দ্রীয় নেতারা সেগুলো সমাধানের আশ্বাস দেন।	[21, 1018, 261, 1059]
two-subcolumns	[1279, 583, 1520, 735]
column-2	[271, 85, 521, 2101]
paragraph: পুলিশ জানিয়েছে, ঘটনার সাথে জড়িত সন্দেহে কয়েকজনকে আটক করা হয়েছে। তদন্ত চলছে বলে জানিয়েছেন তদন্তকারী কর্মকর্তা।	[279, 944, 511, 985]
jump-line: ১ম পৃষ্ঠার পর	[1278, 562, 1335, 575]
bullet-icon	[529, 163, 534, 167]
paragraph: নিহত ব্যক্তি পশ্চিমবঙ্গের বাসিন্দা বলে জানিয়েছেন তার স্বজনরা। তিনি দীর্ঘদিন ধরে ওই রাজ্যে নির্মাণ শ্রমিক হিসেবে কাজ করছিলেন।	[279, 798, 511, 839]
article-bangladeshke-bad-diye	[21, 1083, 261, 1429]
divider	[1029, 418, 1260, 419]
contact-email: news@dailynayadiganta.com	[78, 46, 239, 60]
paragraph: পরিবারের অভিযোগ, ভাষার কারণে তাকে বাংলাদেশী সন্দেহ করা হয়। পরে একদল উত্তেজিত জনতা তাকে ঘিরে ধরে মারধর করে।	[279, 846, 511, 888]
byline-text: লৌহজং (মুন্সীগঞ্জ) সংবাদদাতা	[1038, 872, 1164, 885]
paragraph: ভারতে বাংলাদেশী সন্দেহে আরো এক মুসলিম শ্রমিককে পিটিয়ে হত্যার অভিযোগ উঠেছে। স্থানীয় সংবাদমাধ্যমের খবরে এ তথ্য জানা গেছে।	[279, 749, 511, 791]
paragraph: আসন্ন দ্বাদশ জাতীয় সংসদ নির্বাচন সামনে রেখে গঠিত ১০ দলীয় নির্বাচনী ঐক্যজোটে যোগ দিয়েছে বাংলাদেশ লেবার পার্টি।	[1278, 162, 1519, 203]
headline: বাংলাদেশকে বাদ দিয়ে	[21, 1083, 261, 1114]
paragraph: বক্তারা বলেন, স্বৈরাচারের দোসরদের তালিকা প্রকাশ করে বিচারের আওতায় আনতে হবে। তা না হলে ইতিহাসের পুনরাবৃত্তি ঘটবে।	[1278, 1805, 1519, 1847]
paragraph: তারা বলেন, যারা গুম-খুনের সাথে জড়িত ছিল তাদের কাউকে ছাড় দেয়া যাবে না। আন্তর্জাতিক মানদণ্ডে বিচার নিশ্চিত করতে হবে।	[1278, 1854, 1519, 1896]
paragraph: জাতীয় নির্বাচনের আগে শাহজালাল বিজ্ঞান ও প্রযুক্তি বিশ্ববিদ্যালয় কেন্দ্রীয় ছাত্র সংসদ (শাকসু) নির্বাচনের দাবিতে ফের উত্তাল হয়ে উঠেছে ক্যাম্পাস।	[529, 178, 766, 218]
divider	[280, 1254, 511, 1255]
headline: ইসি নিরপেক্ষ না থাকলে	[1279, 524, 1520, 555]
paragraph: পতিত স্বৈরাচারের দোসরদের মধ্যে অনুশোচনার লেশমাত্র নেই বলে মন্তব্য করেছেন বক্তারা। তারা বলেন, বিগত সময়ে সংঘটিত অপরাধের জন্য তারা আজও ক্ষমা চায়নি।	[1278, 1542, 1519, 1583]
paragraph: শনিবার দুপুরে বিশ্ববিদ্যালয়ের কেন্দ্রীয় শহীদ মিনার প্রাঙ্গণে সমাবেশ করেন শিক্ষার্থীরা। পরে তারা ক্যাম্পাসে বিক্ষোভ মিছিল বের করেন।	[529, 226, 766, 266]
paragraph: এ সময় দলের অন্যান্য নেতৃবৃন্দ উপস্থিত ছিলেন। তারা বলেন, শান্তিপূর্ণ পরিবেশ বজায় না থাকলে সুষ্ঠু নির্বাচন সম্ভব নয়।	[279, 1639, 511, 1680]
byline-text: ঢাকা বিশ্ববিদ্যালয় প্রতিনিধি	[1038, 482, 1150, 495]
article-bharote-bangladeshi	[280, 672, 511, 1241]
article-theme-song-udbodhon	[1029, 426, 1260, 795]
bullet-icon	[280, 168, 285, 173]
paragraph: স্থানীয় প্রশাসন জানিয়েছে, ময়নাতদন্তের প্রতিবেদন পাওয়ার পর মৃত্যুর প্রকৃত কারণ জানা যাবে। ঘটনার তদন্তে কমিটি গঠন করা হয়েছে।	[279, 1163, 511, 1205]
paragraph: অনুষ্ঠানে বক্তারা বলেন, তরুণ প্রজন্মকে ভোটমুখী করতে এ উদ্যোগ নেয়া হয়েছে। গানটিতে দেশপ্রেম ও পরিবর্তনের বার্তা দেয়া হয়েছে।	[1029, 552, 1260, 593]
paragraph: শনিবার রাজধানীর একটি মিলনায়তনে আয়োজিত অনুষ্ঠানে আনুষ্ঠানিকভাবে জোটে যোগদানের ঘোষণা দেয়া হয়।	[1278, 211, 1519, 238]
two-subcolumns	[529, 156, 1010, 367]
byline-text: নিজস্ব প্রতিবেদক	[1287, 141, 1358, 154]
paragraph: নিহতের মরদেহ ময়নাতদন্ত শেষে পরিবারের কাছে হস্তান্তর করা হয়েছে। বাদ জোহর জানাজা শেষে তাকে পারিবারিক কবরস্থানে দাফন করা হয়।	[1278, 1418, 1519, 1459]
paragraph: আইন উপদেষ্টা ড. আসিফ নজরুল বলেছেন, দীর্ঘ ১৭ বছর পর দেশে একটি অবাধ, সুষ্ঠু ও নিরপেক্ষ জাতীয় নির্বাচন অনুষ্ঠানের ব্যবস্থা নিয়েছে অন্তর্বর্তী সরকার।	[279, 184, 511, 226]
paragraph: তিনি আরো বলেন, জোটের পরিধি আরো বাড়ানো হবে। সমমনা আরো কয়েকটি দলের সাথে আলোচনা চলছে।	[1278, 391, 1519, 418]
paragraph: তারা আরো বলেন, নির্বাচনে সহিংসতা এড়াতে আগাম পদক্ষেপ নেয়া প্রয়োজন। প্রার্থীদের আচরণবিধি মেনে চলতে হবে।	[279, 525, 511, 566]
paragraph: ইসলামী আন্দোলন বাংলাদেশের আমির ও চরমোনাইর পীর বলেছেন, আমরা একা নই। দেশের সাধারণ মানুষ আমাদের সাথে আছে।	[1029, 893, 1260, 935]
paragraph: নির্বাচনকে কেন্দ্র করে সহিংসতার আশঙ্কা প্রকাশ করেছেন বক্তারা। তারা বলেন, ইতোমধ্যে কয়েকটি জেলায় সংঘর্ষের ঘটনা ঘটেছে।	[1278, 949, 1519, 991]
article-nagorik-nirapotta	[21, 85, 261, 1061]
paragraph: তারা আরো বলেন, দলীয় শৃঙ্খলা ভঙ্গ করলে কাউকে ছাড় দেয়া হবে না। সংগঠনকে শক্তিশালী করতে সবাইকে ঐক্যবদ্ধভাবে কাজ করার আহ্বান জানানো হয়।	[21, 969, 261, 1011]
paragraph: শনিবার বিকেলে এক কর্মী সম্মেলনে প্রধান অতিথির বক্তব্যে তিনি এ কথা বলেন। সম্মেলনে বিপুলসংখ্যক নেতাকর্মী উপস্থিত ছিলেন।	[1029, 942, 1260, 984]
paragraph: অন্য এক ঘটনায় বিভিন্ন এলাকা থেকে আরো চারজন শ্রমিকের মরদেহ উদ্ধার করা হয়েছে। তাদের পরিচয় শনাক্তের চেষ্টা চলছে।	[279, 1114, 511, 1156]
paragraph: অনুষ্ঠানে জোটের শীর্ষ নেতারা উপস্থিত ছিলেন। তারা লেবার পার্টিকে স্বাগত জানান এবং ঐক্যবদ্ধভাবে নির্বাচনে অংশ নেয়ার অঙ্গীকার করেন।	[1278, 245, 1519, 286]
masthead	[21, 18, 1519, 73]
headline: হাদিস পরিবারের নিরাপত্তা চেয়ে জিডি	[1029, 85, 1260, 135]
paragraph: বিবৃতিতে বলা হয়, দেশের স্বার্থবিরোধী কোনো চুক্তি বিএনপি কখনো করেনি এবং করবেও না। অপপ্রচারের মাধ্যমে জনগণকে বিভ্রান্ত করার চেষ্টা চলছে।	[774, 606, 1010, 647]
bullet-icon	[1029, 146, 1033, 151]
paragraph: তারা আরো বলেন, তরুণ ভোটাররাই এবারের নির্বাচনে নির্ণায়ক ভূমিকা পালন করবে। তাদের প্রত্যাশা পূরণে কাজ করতে হবে।	[1029, 684, 1260, 725]
subcolumn-left	[529, 877, 766, 1114]
two-subcolumns	[529, 877, 1010, 1114]
paragraph: নির্বাচন কমিশন বিষয়টি খতিয়ে দেখছে বলে জানিয়েছে। আচরণবিধি লঙ্ঘনের প্রমাণ মিললে ব্যবস্থা নেয়া হবে।	[529, 597, 766, 623]
paragraph: রাষ্ট্রায়ত্ত ব্যাংকগুলোতে খেলাপি ঋণের পরিমাণ উদ্বেগজনক হারে বাড়ছে। বাংলাদেশ ব্যাংকের সর্বশেষ প্রতিবেদনে এ চিত্র উঠে এসেছে।	[529, 877, 766, 918]
subcolumn-right	[1403, 583, 1519, 735]
paragraph: সংবাদ সম্মেলনে নির্বাচন কমিশনের হস্তক্ষেপ কামনা করা হয়। দোষীদের বিরুদ্ধে আইনানুগ ব্যবস্থা নেয়ার দাবি জানানো হয়।	[279, 1590, 511, 1632]
byline-text: শাবিপ্রবি প্রতিনিধি	[538, 157, 614, 170]
headline: কেরানীগঞ্জে গুলিতে আহত বিএনপি নেতা হাসানের মৃত্যু	[1279, 1097, 1520, 1147]
headline: ১৭ বছর পর অবাধ ও সুষ্ঠু জাতীয় নির্বাচনের ব্যবস্থা নিয়েছে সরকার : হাসান এডভোকেট	[280, 85, 511, 156]
paragraph: শেষে জোটের পক্ষ থেকে একটি যৌথ ঘোষণাপত্র পাঠ করা হয়। এতে সুষ্ঠু নির্বাচনের দাবিসহ ১১ দফা তুলে ধরা হয়।	[1278, 474, 1519, 501]
headline: অনুশোচনার লেশ নেই	[1279, 1482, 1520, 1513]
paragraph: তিনি আরো বলেন, বিগত সময়ে ভোটাধিকার হরণ করা হয়েছিল। এবার সেই সুযোগ আর থাকবে না। প্রতিটি ভোট গণনা হবে স্বচ্ছভাবে।	[279, 378, 511, 420]
divider	[21, 1074, 261, 1075]
paragraph: বিক্ষোভ সমাবেশে বক্তব্য দেন বিভিন্ন শিক্ষার্থী সংগঠনের প্রতিনিধিরা। তারা সাত দিনের আলটিমেটাম দেন প্রশাসনকে।	[774, 157, 1010, 183]
